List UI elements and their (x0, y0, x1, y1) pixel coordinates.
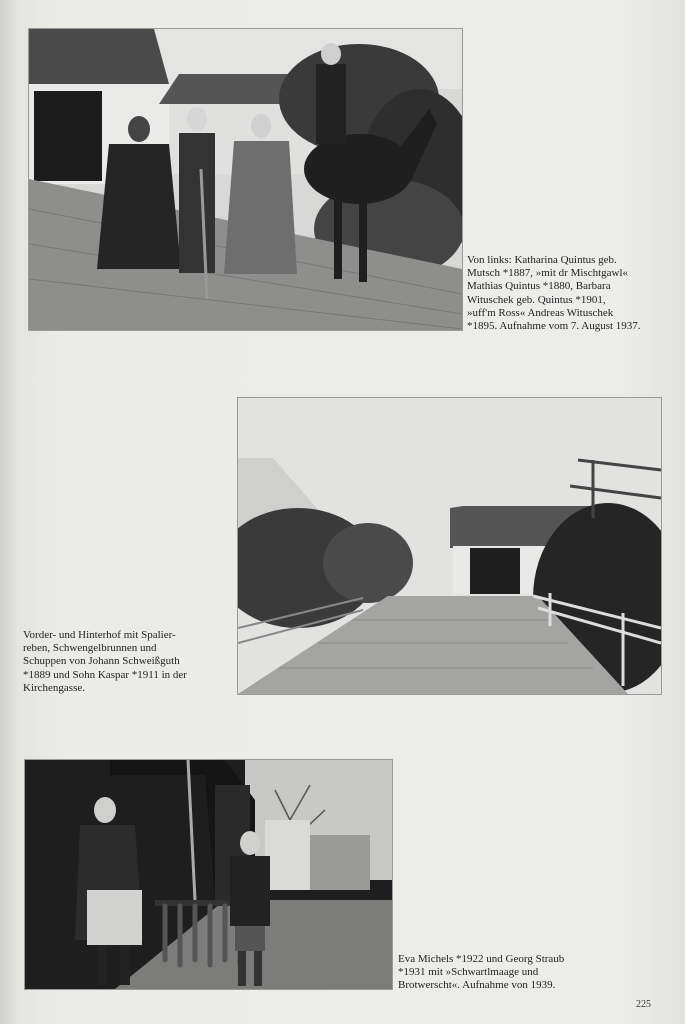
photo-woman-and-boy-image (25, 760, 392, 989)
photo-family-with-horse (29, 29, 462, 330)
page-number: 225 (636, 999, 651, 1010)
photo-courtyard-image (238, 398, 661, 694)
photo-family-caption: Von links: Katharina Quintus geb. Mutsch *1887, »mit dr Mischtgawl« Mathias Quintus *1880, Barbara Wituschek geb. Quintus *1901, »uff'm Ross« Andreas Wituschek *1895. Aufnahme vom 7. August 1937. (467, 254, 641, 333)
photo-family-with-horse-image (29, 29, 462, 330)
photo-courtyard-caption: Vorder- und Hinterhof mit Spalier- reben, Schwengelbrunnen und Schuppen von Johann Schweißguth *1889 und Sohn Kaspar *1911 in der Kirchengasse. (23, 629, 187, 694)
photo-woman-and-boy (25, 760, 392, 989)
photo-courtyard (238, 398, 661, 694)
photo-woman-boy-caption: Eva Michels *1922 und Georg Straub *1931 mit »Schwartlmaage und Brotwerscht«. Aufnahme von 1939. (398, 953, 565, 992)
